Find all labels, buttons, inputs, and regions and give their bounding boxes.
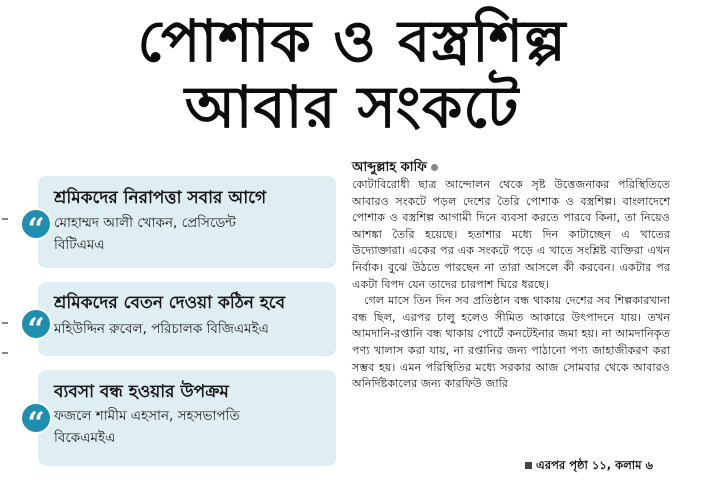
quote-title: শ্রমিকদের বেতন দেওয়া কঠিন হবে — [54, 293, 286, 313]
quote-author-line: বিটিএমএ — [54, 237, 105, 253]
quote-title: ব্যবসা বন্ধ হওয়ার উপক্রম — [54, 382, 229, 402]
continuation-text: এরপর পৃষ্ঠা ১১, কলাম ৬ — [536, 458, 653, 472]
article-paragraph: কোটাবিরোধী ছাত্র আন্দোলন থেকে সৃষ্ট উত্তেজনাকর পরিস্থিতিতে আবারও সংকটে পড়ল দেশের তৈরি পোশাক ও বস্ত্রশিল্প। বাংলাদেশে পোশাক ও বস্ত্রশিল্প আগামী দিনে ব্যবসা করতে পারবে কিনা, তা নিয়েও আশঙ্কা তৈরি হয়েছে। হতাশার মধ্যে দিন কাটাচ্ছেন এ খাতের উদ্যোক্তারা। একের পর এক সংকটে পড়ে এ খাতে সংশ্লিষ্ট ব্যক্তিরা এখন নির্বাক। বুঝে উঠতে পারছেন না তারা আসলে কী করবেন। একটার পর একটা বিপদ যেন তাদের চারপাশ ঘিরে ধরছে। — [352, 178, 671, 291]
article-paragraph: গেল মাসে তিন দিন সব প্রতিষ্ঠান বন্ধ থাকায় দেশের সব শিল্পকারখানা বন্ধ ছিল, এরপর চালু হলেও সীমিত আকারে উৎপাদনে যায়। তখন আমদানি-রপ্তানি বন্ধ থাকায় পোর্টে কনটেইনার জমা হয়। না আমদানিকৃত পণ্য খালাস করা যায়, না রপ্তানির জন্য পাঠানো পণ্য জাহাজীকরণ করা সম্ভব হয়। এমন পরিস্থিতির মধ্যে সরকার আজ সোমবার থেকে আবারও অনির্দিষ্টকালের জন্য কারফিউ জারি — [352, 294, 670, 391]
article-body — [352, 177, 670, 393]
column-edge-mark — [2, 322, 8, 324]
byline-name: আব্দুল্লাহ কাফি — [352, 160, 427, 175]
quote-icon: “ — [20, 308, 52, 340]
quote-author-line: মোহাম্মদ আলী খোকন, প্রেসিডেন্ট — [54, 215, 236, 231]
headline-line-2: আবার সংকটে — [184, 73, 520, 141]
byline — [352, 158, 438, 179]
column-edge-mark — [2, 352, 8, 354]
headline — [0, 8, 704, 140]
square-bullet-icon — [525, 462, 532, 469]
quote-author-line: ফজলে শামীম এহসান, সহসভাপতি — [54, 408, 240, 424]
headline-line-1: পোশাক ও বস্ত্রশিল্প — [137, 7, 567, 75]
quote-author-line: বিকেএমইএ — [54, 430, 116, 446]
quote-icon: “ — [20, 402, 52, 434]
bullet-icon — [431, 164, 438, 171]
column-edge-mark — [2, 218, 8, 220]
quote-title: শ্রমিকদের নিরাপত্তা সবার আগে — [54, 188, 267, 208]
quote-author — [54, 318, 344, 340]
quote-icon: “ — [20, 208, 52, 240]
quote-author — [54, 405, 344, 449]
quote-author-line: মহিউদ্দিন রুবেল, পরিচালক বিজিএমইএ — [54, 321, 269, 337]
continuation-note — [525, 457, 653, 476]
quote-author — [54, 212, 344, 256]
